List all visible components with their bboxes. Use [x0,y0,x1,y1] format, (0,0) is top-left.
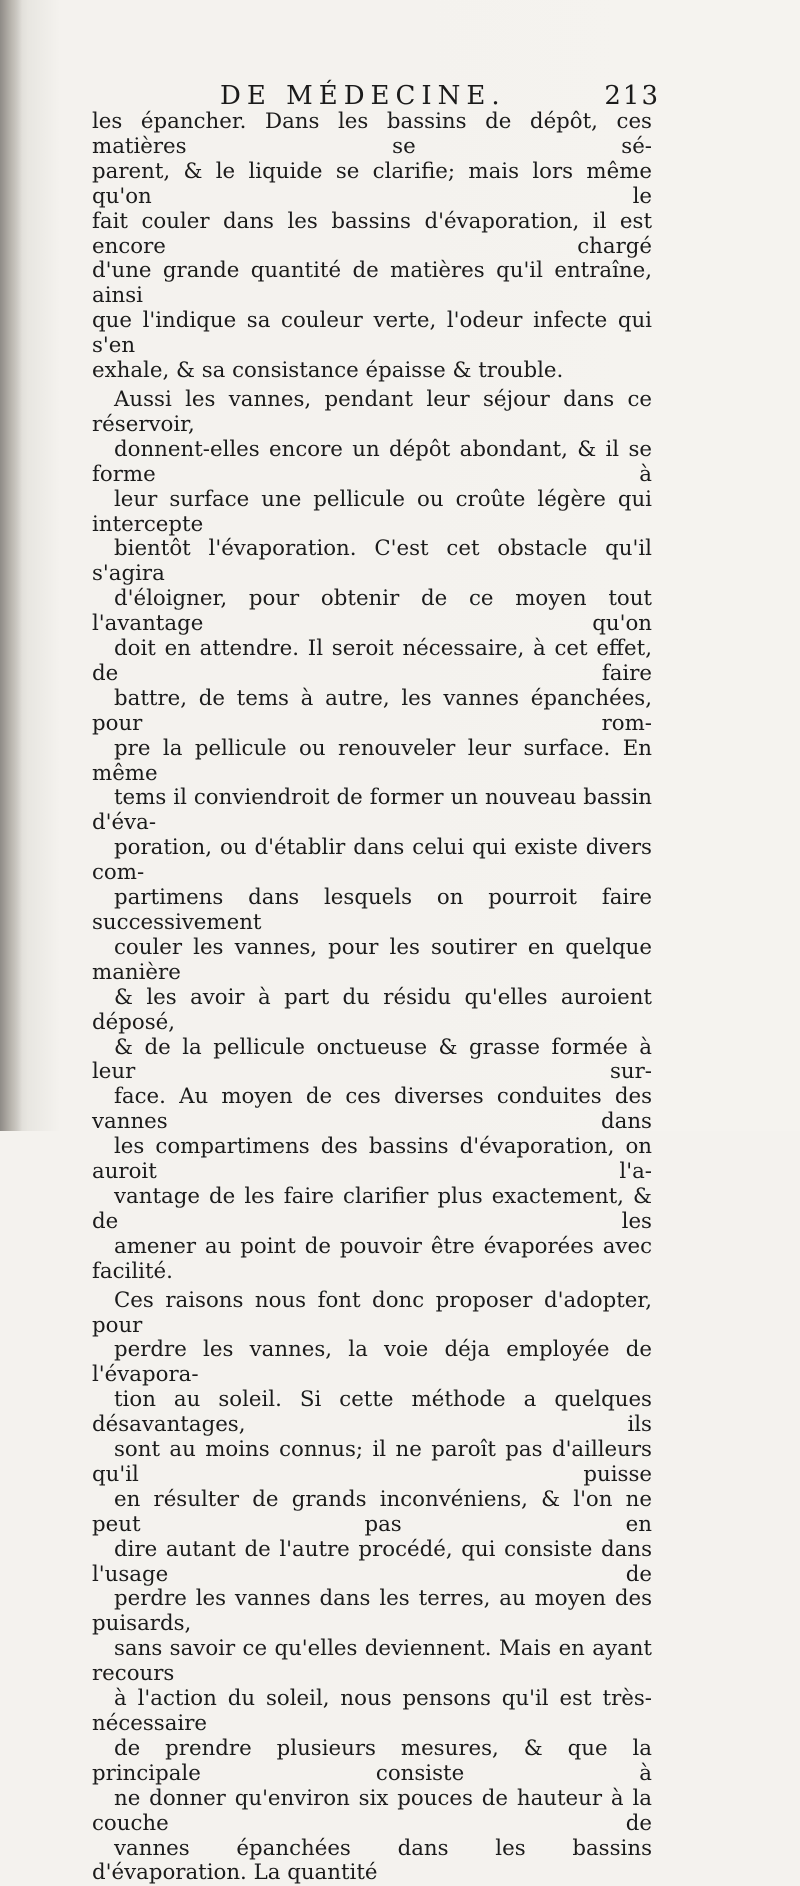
text-line: doit en attendre. Il seroit nécessaire, à cet effet, de faire [92,636,652,686]
text-line: Aussi les vannes, pendant leur séjour dans ce réservoir, [92,386,652,437]
text-line: pre la pellicule ou renouveler leur surface. En même [92,735,652,786]
page-number: 213 [604,81,660,111]
text-line: leur surface une pellicule ou croûte légère qui intercepte [92,486,652,537]
text-line: tems il conviendroit de former un nouveau bassin d'éva- [92,785,652,836]
text-line: partimens dans lesquels on pourroit faire successivement [92,885,652,935]
text-line: les épancher. Dans les bassins de dépôt, ces matières se sé- [92,109,652,159]
text-line: face. Au moyen de ces diverses conduites des vannes dans [92,1084,652,1135]
text-line: d'une grande quantité de matières qu'il entraîne, ainsi [92,258,652,309]
text-line: fait couler dans les bassins d'évaporation, il est encore chargé [92,208,652,259]
text-line: dire autant de l'autre procédé, qui consiste dans l'usage de [92,1536,652,1587]
text-line: que l'indique sa couleur verte, l'odeur infecte qui s'en [92,308,652,359]
text-line: & de la pellicule onctueuse & grasse formée à leur sur- [92,1034,652,1085]
text-line: exhale, & sa consistance épaisse & trouble. [92,358,564,384]
binding-shadow [0,0,22,1131]
paragraph [92,1289,652,1886]
text-line: sans savoir ce qu'elles deviennent. Mais en ayant recours [92,1636,652,1687]
text-line: en résulter de grands inconvéniens, & l'on ne peut pas en [92,1486,652,1537]
body-text [92,110,652,1886]
text-line: tion au soleil. Si cette méthode a quelques désavantages, ils [92,1387,652,1438]
text-line: ne donner qu'environ six pouces de hauteur à la couche de [92,1785,652,1836]
text-line: couler les vannes, pour les soutirer en quelque manière [92,934,652,985]
text-line: bientôt l'évaporation. C'est cet obstacle qu'il s'agira [92,536,652,587]
text-line: vannes épanchées dans les bassins d'évaporation. La quantité [92,1835,652,1886]
text-line: d'éloigner, pour obtenir de ce moyen tout l'avantage qu'on [92,586,652,637]
text-line: Ces raisons nous font donc proposer d'adopter, pour [92,1287,652,1338]
paragraph [92,388,652,1285]
paragraph [92,110,652,384]
text-line: perdre les vannes, la voie déja employée de l'évapora- [92,1337,652,1388]
text-line: & les avoir à part du résidu qu'elles auroient déposé, [92,984,652,1035]
text-line: vantage de les faire clarifier plus exactement, & de les [92,1183,652,1234]
running-head: DE MÉDECINE. [220,81,506,111]
text-line: les compartimens des bassins d'évaporation, on auroit l'a- [92,1134,652,1185]
text-line: parent, & le liquide se clarifie; mais lors même qu'on le [92,158,652,209]
text-line: perdre les vannes dans les terres, au moyen des puisards, [92,1586,652,1637]
text-line: de prendre plusieurs mesures, & que la principale consiste à [92,1735,652,1786]
text-line: poration, ou d'établir dans celui qui existe divers com- [92,835,652,886]
text-line: battre, de tems à autre, les vannes épanchées, pour rom- [92,685,652,736]
text-line: amener au point de pouvoir être évaporées avec facilité. [92,1233,652,1284]
text-line: à l'action du soleil, nous pensons qu'il est très-nécessaire [92,1686,652,1736]
text-line: sont au moins connus; il ne paroît pas d'ailleurs qu'il puisse [92,1437,652,1487]
text-line: donnent-elles encore un dépôt abondant, & il se forme à [92,436,652,487]
